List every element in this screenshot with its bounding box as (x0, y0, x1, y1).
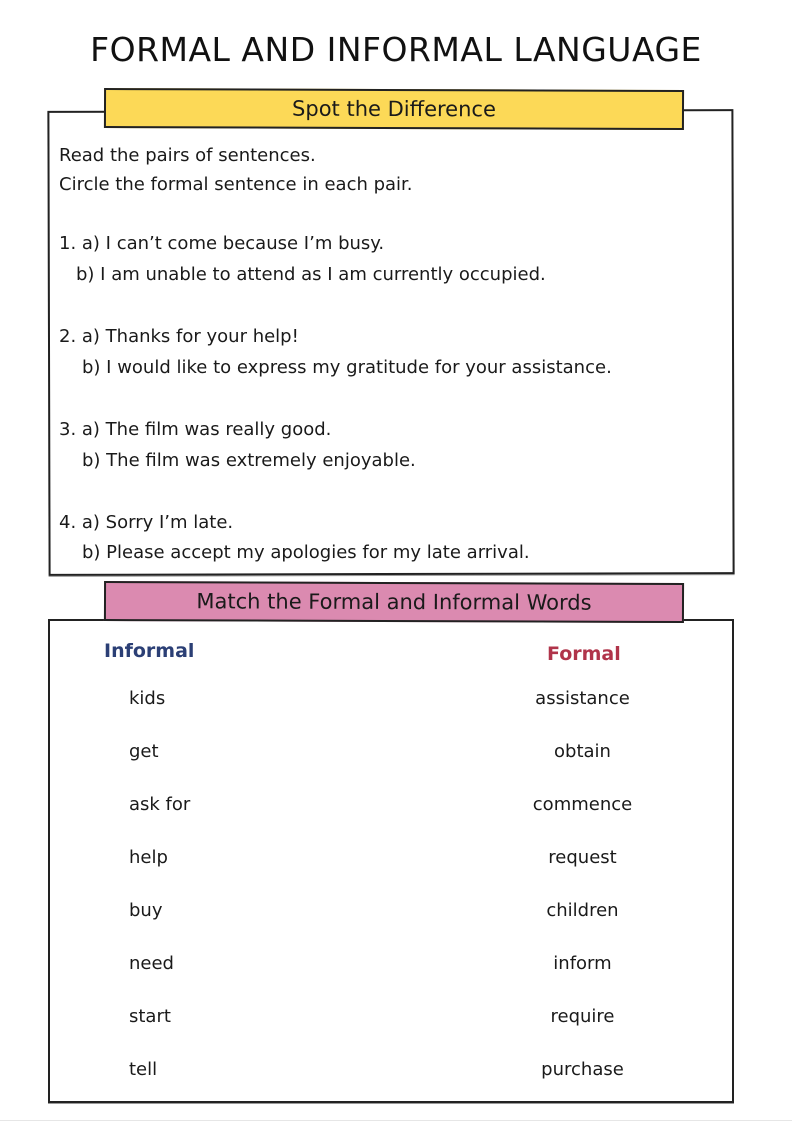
informal-word[interactable]: start (129, 1006, 171, 1027)
formal-word[interactable]: commence (532, 794, 633, 815)
sentence-3a[interactable]: 3. a) The film was really good. (59, 419, 332, 440)
page-title: FORMAL AND INFORMAL LANGUAGE (90, 30, 702, 69)
match-words-banner: Match the Formal and Informal Words (104, 581, 684, 623)
informal-column-header: Informal (104, 640, 195, 662)
formal-word[interactable]: children (546, 900, 619, 921)
sentence-1b[interactable]: b) I am unable to attend as I am currently occupied. (76, 264, 546, 285)
sentence-4a[interactable]: 4. a) Sorry I’m late. (59, 512, 234, 533)
sentence-1a[interactable]: 1. a) I can’t come because I’m busy. (59, 233, 385, 254)
informal-word[interactable]: get (129, 741, 159, 762)
page-bottom-divider (0, 1120, 792, 1121)
formal-word[interactable]: request (548, 847, 617, 868)
informal-word[interactable]: buy (129, 900, 163, 921)
instruction-line: Circle the formal sentence in each pair. (59, 174, 413, 195)
sentence-2a[interactable]: 2. a) Thanks for your help! (59, 326, 299, 347)
formal-word[interactable]: require (550, 1006, 615, 1027)
informal-word[interactable]: tell (129, 1059, 158, 1080)
formal-word[interactable]: inform (553, 953, 612, 974)
informal-word[interactable]: ask for (129, 794, 191, 815)
informal-word[interactable]: help (129, 847, 168, 868)
sentence-2b[interactable]: b) I would like to express my gratitude for your assistance. (82, 357, 612, 378)
formal-word[interactable]: purchase (541, 1059, 624, 1080)
sentence-3b[interactable]: b) The film was extremely enjoyable. (82, 450, 416, 471)
formal-word[interactable]: assistance (535, 688, 630, 709)
sentence-4b[interactable]: b) Please accept my apologies for my late arrival. (82, 542, 530, 563)
formal-column-header: Formal (547, 643, 621, 665)
spot-difference-banner: Spot the Difference (104, 88, 684, 130)
instruction-line: Read the pairs of sentences. (59, 145, 316, 166)
formal-word[interactable]: obtain (554, 741, 611, 762)
informal-word[interactable]: need (129, 953, 174, 974)
informal-word[interactable]: kids (129, 688, 166, 709)
